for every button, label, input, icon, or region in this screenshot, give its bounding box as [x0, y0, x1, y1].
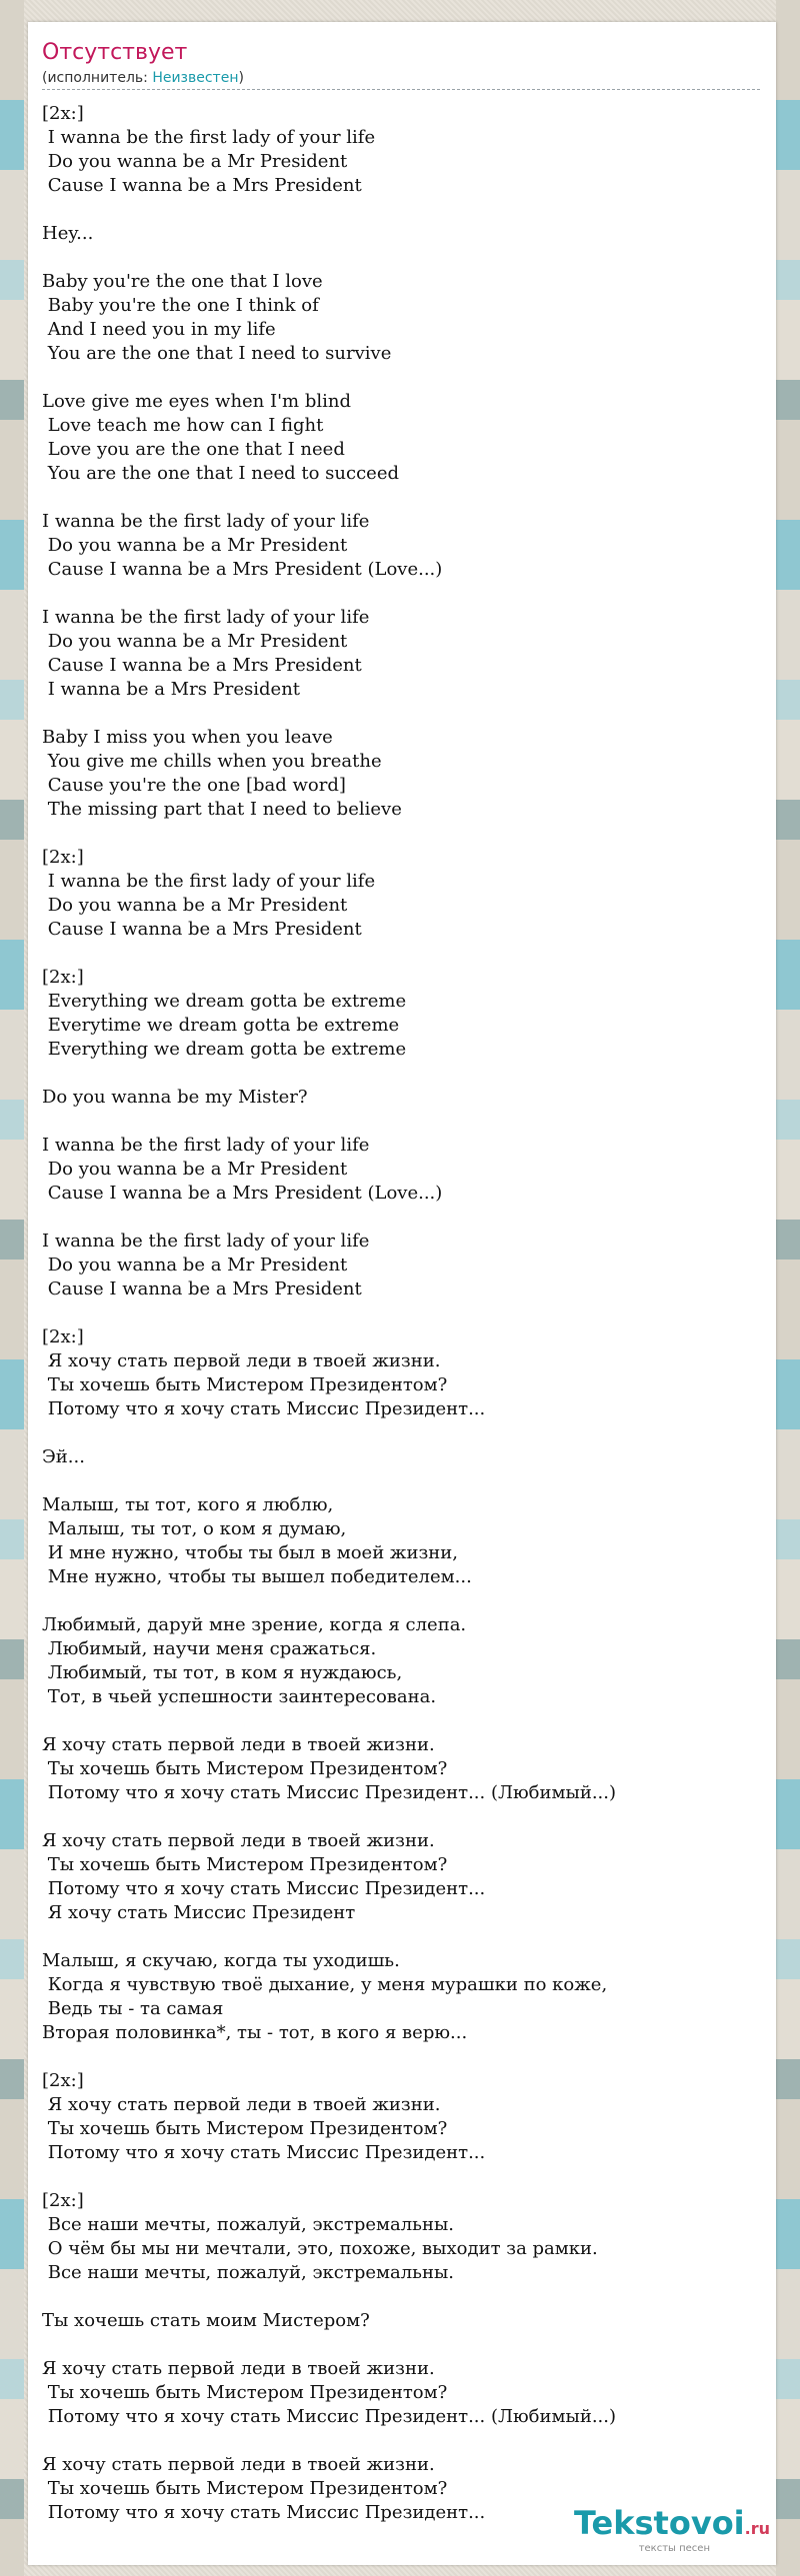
lyric-line [42, 1301, 762, 1325]
lyric-line: You give me chills when you breathe [42, 751, 382, 772]
lyric-line: Baby I miss you when you leave [42, 727, 333, 748]
lyric-line [42, 1925, 762, 1949]
lyric-line: Cause I wanna be a Mrs President [42, 1279, 362, 1299]
lyric-line: I wanna be the first lady of your life [42, 127, 376, 148]
lyric-line: Do you wanna be a Mr President [42, 895, 348, 916]
lyrics-card [28, 22, 776, 2565]
lyric-line: Любимый, даруй мне зрение, когда я слепа. [42, 1614, 467, 1635]
lyric-line: Мне нужно, чтобы ты вышел победителем... [42, 1566, 472, 1587]
lyric-line: I wanna be the first lady of your life [42, 607, 370, 628]
lyric-line: I wanna be the first lady of your life [42, 1135, 370, 1156]
lyric-line: Эй... [42, 1446, 85, 1467]
lyric-line [42, 1805, 762, 1829]
lyric-line [42, 2285, 762, 2309]
artist-suffix: ) [238, 70, 244, 86]
logo-wordmark [574, 2505, 770, 2547]
lyric-line [42, 1469, 762, 1493]
lyric-line: [2x:] [42, 2070, 84, 2091]
lyric-line [42, 1709, 762, 1733]
artist-link[interactable]: Неизвестен [152, 70, 239, 86]
lyric-line [42, 582, 762, 606]
lyric-line: Потому что я хочу стать Миссис Президент... (Любимый...) [42, 2406, 617, 2427]
artist-prefix: (исполнитель: [42, 70, 153, 86]
lyric-line: О чём бы мы ни мечтали, это, похоже, выходит за рамки. [42, 2238, 598, 2259]
left-decorative-border [0, 0, 24, 2576]
lyric-line: Малыш, ты тот, кого я люблю, [42, 1494, 334, 1515]
lyric-line: Потому что я хочу стать Миссис Президент... [42, 2502, 486, 2523]
lyric-line: Do you wanna be my Mister? [42, 1087, 308, 1108]
logo-tagline: тексты песен [638, 2543, 710, 2554]
header-divider [42, 89, 760, 90]
lyric-line: Cause I wanna be a Mrs President [42, 655, 362, 676]
lyric-line: You are the one that I need to succeed [42, 463, 400, 484]
lyric-line: Потому что я хочу стать Миссис Президент... (Любимый...) [42, 1782, 617, 1803]
lyric-line: And I need you in my life [42, 319, 276, 340]
lyric-line: Потому что я хочу стать Миссис Президент... [42, 1398, 486, 1419]
lyric-line: Ты хочешь быть Мистером Президентом? [42, 1374, 448, 1395]
song-title: Отсутствует [42, 40, 188, 65]
lyric-line: Cause I wanna be a Mrs President (Love...) [42, 559, 443, 580]
lyric-line [42, 486, 762, 510]
lyric-line: [2x:] [42, 967, 84, 988]
lyric-line [42, 1206, 762, 1230]
lyric-line: Love teach me how can I fight [42, 415, 324, 436]
lyric-line: [2x:] [42, 1326, 84, 1347]
lyric-line: Ты хочешь быть Мистером Президентом? [42, 1758, 448, 1779]
lyric-line: Baby you're the one I think of [42, 295, 319, 316]
lyric-line [42, 1421, 762, 1445]
lyric-line: Малыш, ты тот, о ком я думаю, [42, 1518, 347, 1539]
lyric-line: Потому что я хочу стать Миссис Президент... [42, 2142, 486, 2163]
lyric-line [42, 246, 762, 270]
lyric-line: Cause I wanna be a Mrs President [42, 919, 362, 940]
lyric-line: Baby you're the one that I love [42, 271, 323, 292]
lyric-line: Love give me eyes when I'm blind [42, 391, 351, 412]
lyric-line [42, 1062, 762, 1086]
lyric-line [42, 702, 762, 726]
lyric-line: Все наши мечты, пожалуй, экстремальны. [42, 2214, 455, 2235]
lyric-line: Love you are the one that I need [42, 439, 345, 460]
artist-line [42, 69, 244, 87]
lyric-line: I wanna be the first lady of your life [42, 1231, 370, 1252]
lyric-line [42, 2429, 762, 2453]
lyric-line: Ты хочешь быть Мистером Президентом? [42, 1854, 448, 1875]
lyric-line: I wanna be a Mrs President [42, 679, 301, 700]
lyric-line: The missing part that I need to believe [42, 799, 402, 820]
lyric-line: Cause I wanna be a Mrs President (Love...) [42, 1183, 443, 1204]
lyric-line: И мне нужно, чтобы ты был в моей жизни, [42, 1542, 458, 1563]
lyric-line: Ты хочешь стать моим Мистером? [42, 2310, 370, 2331]
lyric-line [42, 366, 762, 390]
lyric-line [42, 198, 762, 222]
lyric-line: Любимый, ты тот, в ком я нуждаюсь, [42, 1662, 403, 1683]
logo-name: Tekstovoi [573, 2504, 745, 2542]
lyric-line: Потому что я хочу стать Миссис Президент... [42, 1878, 486, 1899]
lyric-line: Ведь ты - та самая [42, 1998, 224, 2019]
lyric-line: Когда я чувствую твоё дыхание, у меня мурашки по коже, [42, 1974, 608, 1995]
lyric-line [42, 822, 762, 846]
lyric-line: [2x:] [42, 847, 84, 868]
lyric-line: Do you wanna be a Mr President [42, 1255, 348, 1276]
lyric-line [42, 2165, 762, 2189]
site-logo[interactable] [574, 2505, 770, 2554]
lyric-line: Ты хочешь быть Мистером Президентом? [42, 2118, 448, 2139]
lyric-line: [2x:] [42, 103, 84, 124]
lyric-line: Hey... [42, 223, 94, 244]
lyric-line: Ты хочешь быть Мистером Президентом? [42, 2478, 448, 2499]
lyric-line: Я хочу стать первой леди в твоей жизни. [42, 1734, 435, 1755]
lyric-line: Cause you're the one [bad word] [42, 775, 346, 796]
lyric-line: You are the one that I need to survive [42, 343, 392, 364]
lyric-line: Do you wanna be a Mr President [42, 1159, 348, 1180]
lyric-line: Вторая половинка*, ты - тот, в кого я верю... [42, 2022, 468, 2043]
lyric-line: Я хочу стать первой леди в твоей жизни. [42, 2454, 435, 2475]
lyric-line [42, 1589, 762, 1613]
lyric-line [42, 2045, 762, 2069]
lyric-line: I wanna be the first lady of your life [42, 511, 370, 532]
lyric-line: Ты хочешь быть Мистером Президентом? [42, 2382, 448, 2403]
lyric-line: Everything we dream gotta be extreme [42, 1039, 407, 1060]
lyrics-text [42, 102, 762, 2525]
lyric-line [42, 942, 762, 966]
lyric-line: [2x:] [42, 2190, 84, 2211]
lyric-line: Do you wanna be a Mr President [42, 151, 348, 172]
lyric-line: Любимый, научи меня сражаться. [42, 1638, 377, 1659]
lyric-line: Я хочу стать первой леди в твоей жизни. [42, 1830, 435, 1851]
lyric-line [42, 1110, 762, 1134]
lyric-line: Все наши мечты, пожалуй, экстремальны. [42, 2262, 455, 2283]
lyric-line: Cause I wanna be a Mrs President [42, 175, 362, 196]
lyric-line: Everytime we dream gotta be extreme [42, 1015, 400, 1036]
lyric-line: Я хочу стать первой леди в твоей жизни. [42, 2094, 441, 2115]
lyric-line: Everything we dream gotta be extreme [42, 991, 407, 1012]
lyric-line: Do you wanna be a Mr President [42, 631, 348, 652]
lyric-line: Тот, в чьей успешности заинтересована. [42, 1686, 437, 1707]
lyric-line: Я хочу стать Миссис Президент [42, 1902, 356, 1923]
right-decorative-border [776, 0, 800, 2576]
lyric-line: Малыш, я скучаю, когда ты уходишь. [42, 1950, 400, 1971]
logo-suffix: .ru [744, 2519, 770, 2538]
lyric-line [42, 2333, 762, 2357]
lyric-line: Я хочу стать первой леди в твоей жизни. [42, 2358, 435, 2379]
lyric-line: Do you wanna be a Mr President [42, 535, 348, 556]
lyric-line: I wanna be the first lady of your life [42, 871, 376, 892]
lyric-line: Я хочу стать первой леди в твоей жизни. [42, 1350, 441, 1371]
